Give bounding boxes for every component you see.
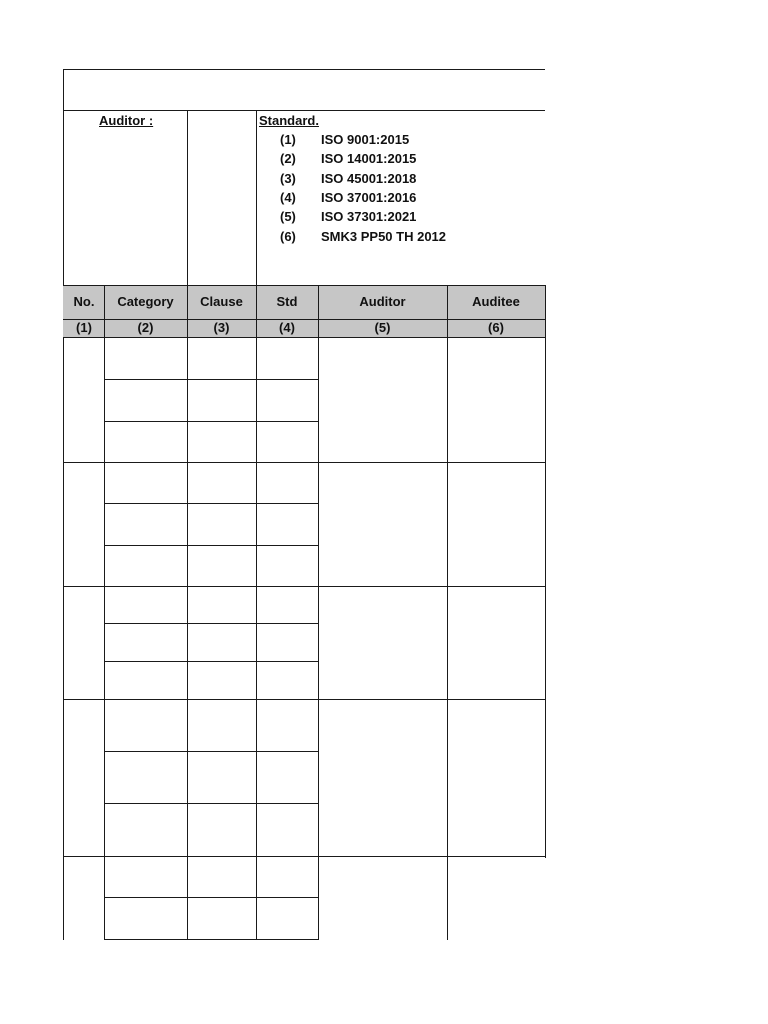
- sub-row-line: [104, 545, 319, 546]
- standard-item-name: ISO 45001:2018: [321, 171, 417, 186]
- title-box-bottom-border: [63, 110, 545, 111]
- column-header-auditee: Auditee: [472, 294, 520, 309]
- body-col-divider: [187, 337, 188, 940]
- standard-item-name: ISO 9001:2015: [321, 132, 410, 147]
- body-col-divider: [256, 337, 257, 940]
- header-top-border: [63, 285, 546, 286]
- standard-item-num: (2): [280, 151, 296, 166]
- standard-item-num: (6): [280, 229, 296, 244]
- standard-item-num: (3): [280, 171, 296, 186]
- column-number: (3): [213, 320, 230, 335]
- column-number: (2): [137, 320, 154, 335]
- body-col-divider: [104, 337, 105, 940]
- info-divider-2: [256, 110, 257, 286]
- body-col-divider: [318, 337, 319, 940]
- standard-item-num: (4): [280, 190, 296, 205]
- column-header-std: Std: [276, 294, 298, 309]
- standard-item-name: ISO 37001:2016: [321, 190, 417, 205]
- column-header-auditor: Auditor: [359, 294, 406, 309]
- column-header-category: Category: [117, 294, 174, 309]
- group-separator: [63, 586, 546, 587]
- body-col-divider: [447, 337, 448, 940]
- sub-row-line: [104, 751, 319, 752]
- group-separator: [63, 699, 546, 700]
- column-number: (5): [374, 320, 391, 335]
- sub-row-line: [104, 803, 319, 804]
- standard-heading: Standard.: [259, 113, 319, 128]
- header-right-border: [545, 285, 546, 338]
- body-right-border: [545, 337, 546, 858]
- group-separator: [63, 462, 546, 463]
- column-header-clause: Clause: [200, 294, 243, 309]
- standard-item-num: (1): [280, 132, 296, 147]
- left-border: [63, 69, 64, 940]
- standard-item-name: ISO 14001:2015: [321, 151, 417, 166]
- sub-row-line: [104, 897, 319, 898]
- group-separator: [63, 856, 546, 857]
- sub-row-line: [104, 379, 319, 380]
- standard-item-name: SMK3 PP50 TH 2012: [321, 229, 447, 244]
- auditor-label: Auditor :: [99, 113, 154, 128]
- sub-row-line: [104, 421, 319, 422]
- info-divider-1: [187, 110, 188, 286]
- column-number: (1): [76, 320, 92, 335]
- standard-item-name: ISO 37301:2021: [321, 209, 417, 224]
- column-number: (6): [488, 320, 504, 335]
- sub-row-line: [104, 503, 319, 504]
- column-number: (4): [279, 320, 295, 335]
- header-bottom-border: [63, 337, 546, 338]
- standard-item-num: (5): [280, 209, 296, 224]
- column-header-no: No.: [73, 294, 95, 309]
- sub-row-line: [104, 661, 319, 662]
- sub-row-line: [104, 623, 319, 624]
- sub-row-line: [104, 939, 319, 940]
- top-border: [63, 69, 545, 70]
